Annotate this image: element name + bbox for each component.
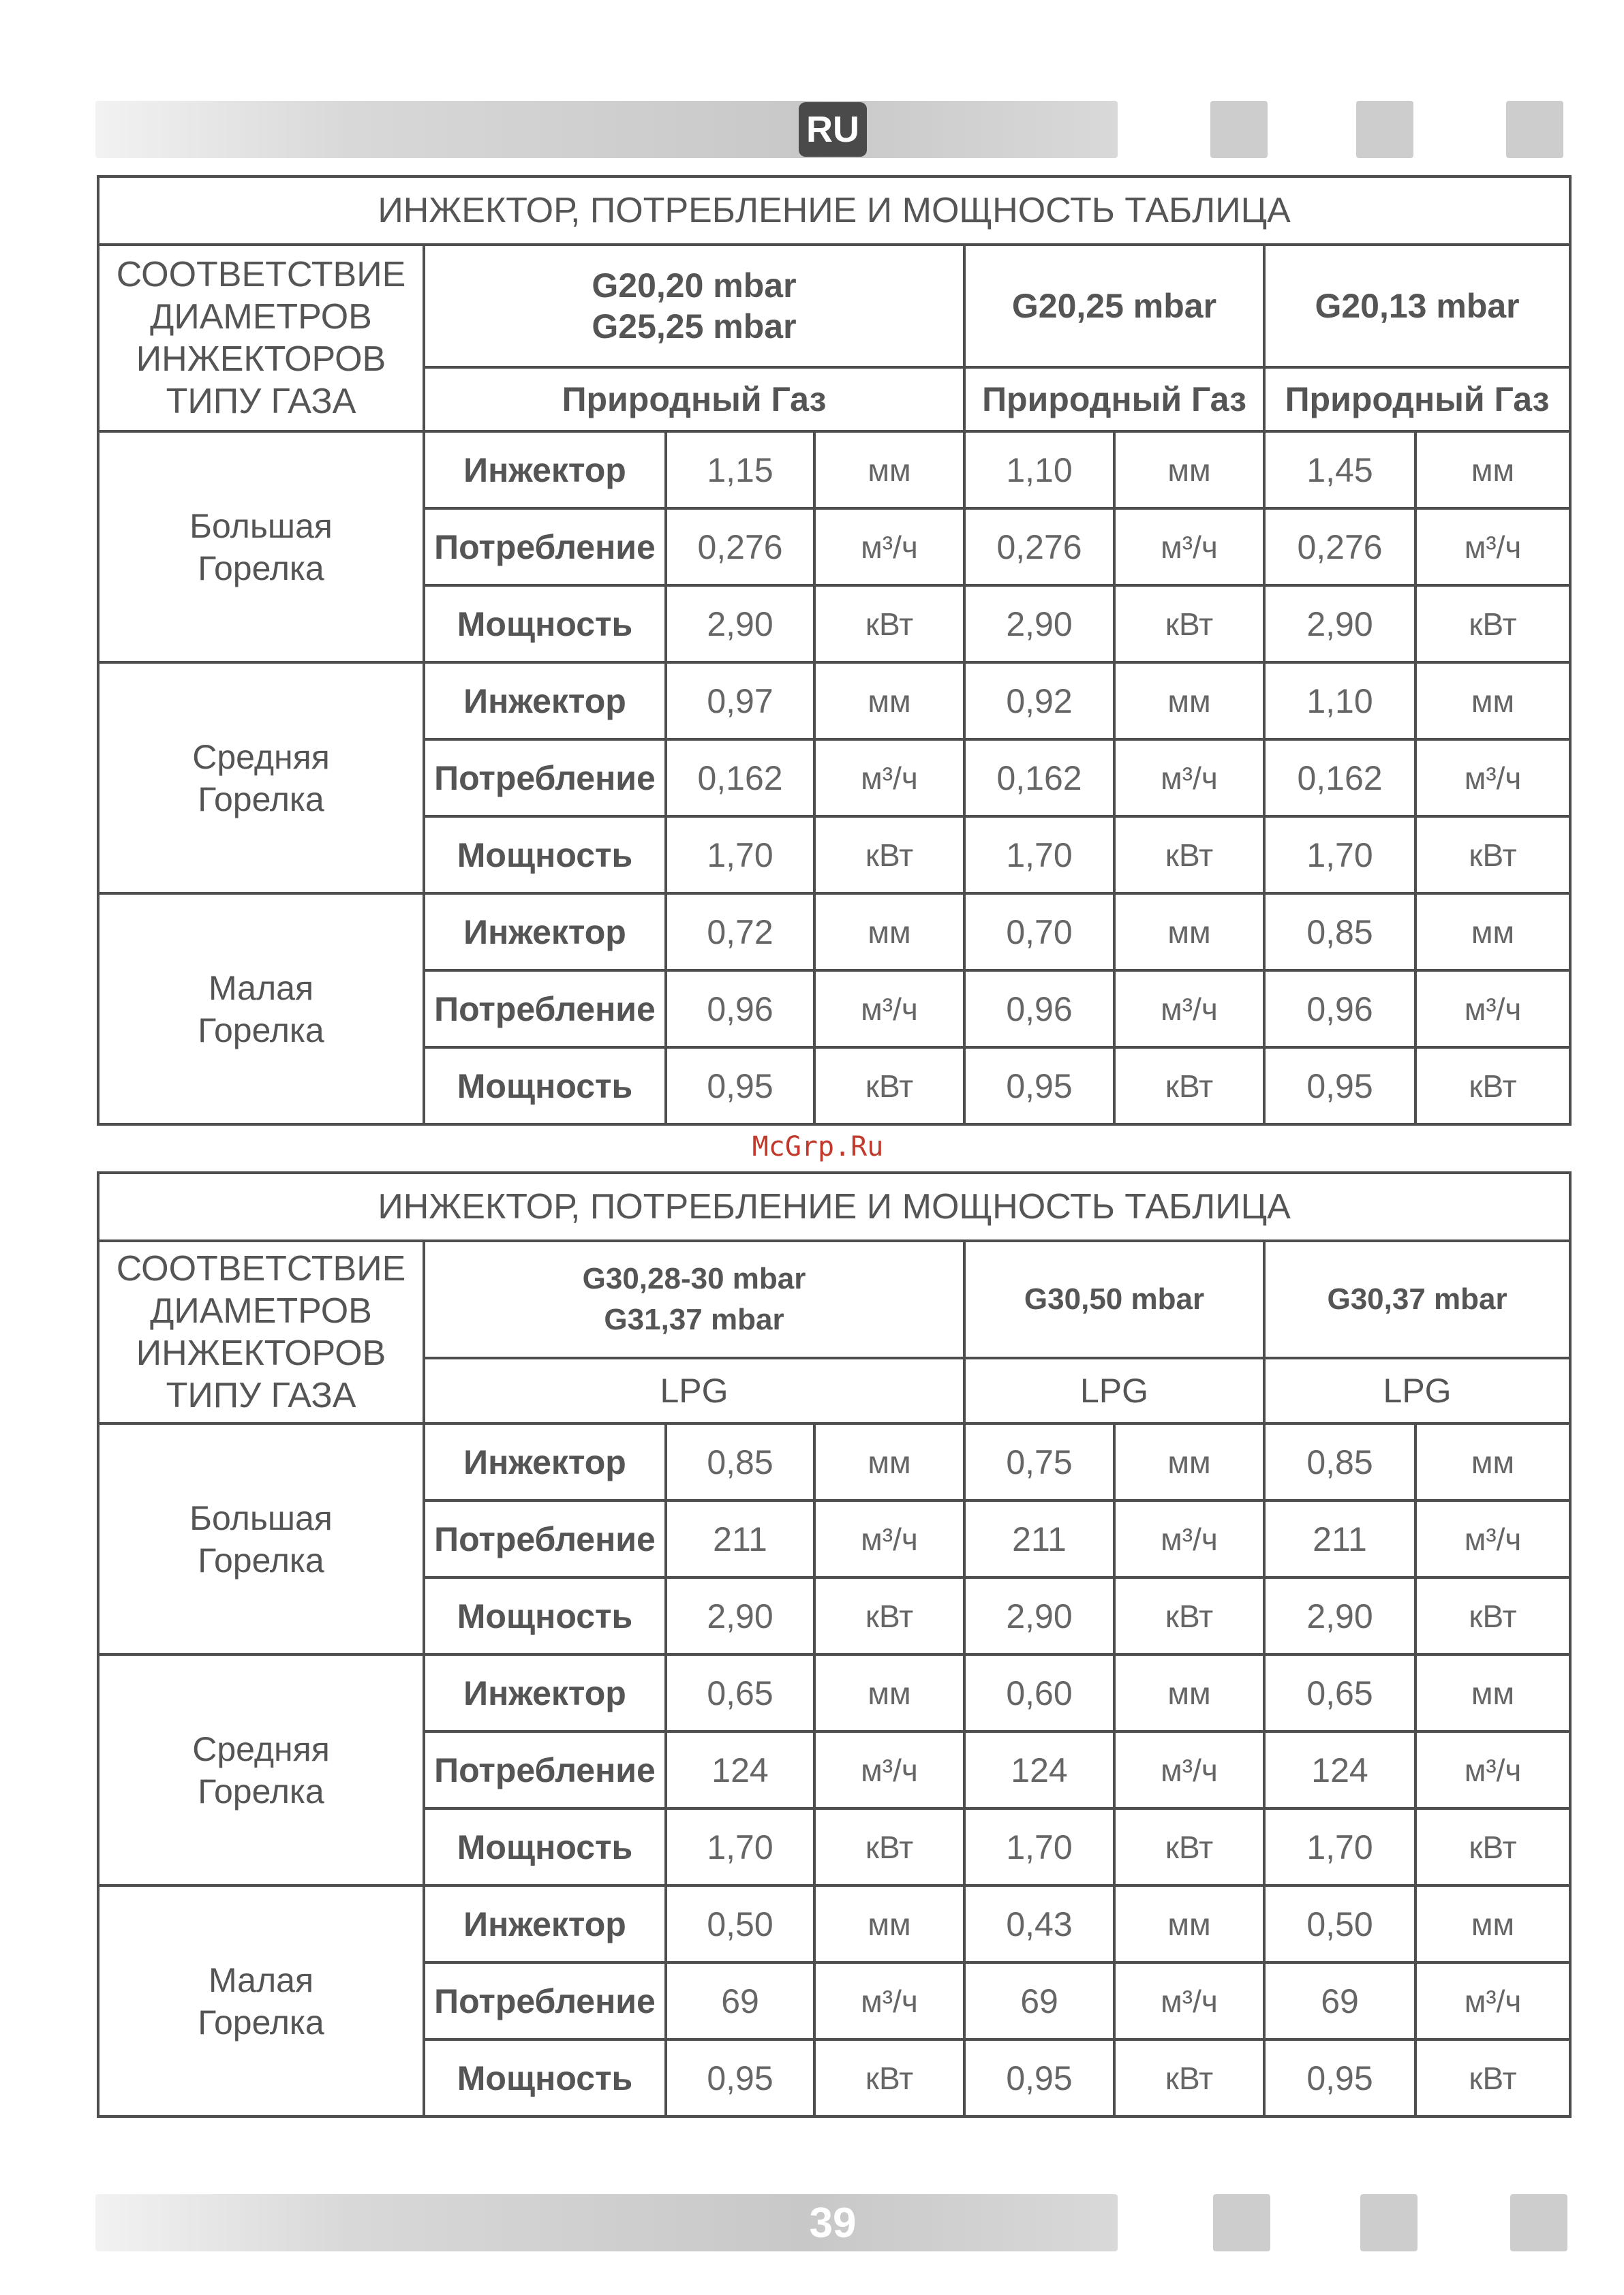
param-injector: Инжектор	[424, 662, 666, 739]
table-title: ИНЖЕКТОР, ПОТРЕБЛЕНИЕ И МОЩНОСТЬ ТАБЛИЦА	[98, 1173, 1570, 1241]
gas-column-2-name: G30,50 mbar	[964, 1241, 1264, 1358]
param-consumption: Потребление	[424, 970, 666, 1047]
value-cell: 1,10	[964, 431, 1114, 508]
gas-column-2-name: G20,25 mbar	[964, 245, 1264, 367]
param-consumption: Потребление	[424, 1731, 666, 1808]
value-cell: 0,50	[1264, 1885, 1415, 1962]
value-cell: 1,45	[1264, 431, 1415, 508]
value-cell: 1,70	[964, 816, 1114, 893]
value-cell: 0,95	[666, 2039, 814, 2116]
unit-cell: м³/ч	[1415, 1500, 1570, 1577]
injector-table-natural-gas	[97, 175, 1572, 1126]
value-cell: 0,97	[666, 662, 814, 739]
unit-cell: мм	[1114, 1885, 1264, 1962]
unit-cell: мм	[814, 1654, 964, 1731]
unit-cell: кВт	[814, 1808, 964, 1885]
burner-medium-label: Средняя Горелка	[98, 662, 424, 893]
unit-cell: мм	[1114, 1654, 1264, 1731]
value-cell: 0,96	[964, 970, 1114, 1047]
unit-cell: мм	[1415, 431, 1570, 508]
param-consumption: Потребление	[424, 1500, 666, 1577]
value-cell: 0,276	[964, 508, 1114, 585]
value-cell: 2,90	[964, 1577, 1114, 1654]
unit-cell: м³/ч	[814, 970, 964, 1047]
unit-cell: м³/ч	[814, 1731, 964, 1808]
unit-cell: м³/ч	[1114, 1731, 1264, 1808]
unit-cell: кВт	[1114, 2039, 1264, 2116]
param-injector: Инжектор	[424, 1654, 666, 1731]
unit-cell: мм	[1415, 662, 1570, 739]
unit-cell: мм	[1415, 1885, 1570, 1962]
value-cell: 2,90	[666, 1577, 814, 1654]
gas-column-1-name: G20,20 mbar G25,25 mbar	[424, 245, 964, 367]
unit-cell: мм	[814, 1423, 964, 1500]
unit-cell: м³/ч	[814, 739, 964, 816]
value-cell: 0,96	[1264, 970, 1415, 1047]
unit-cell: кВт	[814, 585, 964, 662]
unit-cell: кВт	[1415, 1047, 1570, 1124]
gas-column-1-type: LPG	[424, 1358, 964, 1423]
param-power: Мощность	[424, 2039, 666, 2116]
unit-cell: м³/ч	[1415, 508, 1570, 585]
unit-cell: м³/ч	[1114, 508, 1264, 585]
unit-cell: кВт	[1114, 816, 1264, 893]
value-cell: 0,95	[666, 1047, 814, 1124]
param-power: Мощность	[424, 585, 666, 662]
unit-cell: м³/ч	[1114, 1962, 1264, 2039]
value-cell: 69	[666, 1962, 814, 2039]
unit-cell: м³/ч	[814, 1962, 964, 2039]
unit-cell: мм	[814, 893, 964, 970]
value-cell: 1,70	[666, 816, 814, 893]
unit-cell: м³/ч	[814, 1500, 964, 1577]
gas-correspondence-header: СООТВЕТСТВИЕ ДИАМЕТРОВ ИНЖЕКТОРОВ ТИПУ ГАЗА	[98, 245, 424, 431]
value-cell: 0,85	[666, 1423, 814, 1500]
value-cell: 0,95	[1264, 1047, 1415, 1124]
unit-cell: мм	[1114, 1423, 1264, 1500]
value-cell: 211	[1264, 1500, 1415, 1577]
header-square-1	[1210, 101, 1268, 158]
value-cell: 124	[964, 1731, 1114, 1808]
param-power: Мощность	[424, 816, 666, 893]
injector-table-lpg	[97, 1171, 1572, 2118]
gas-column-3-type: LPG	[1264, 1358, 1570, 1423]
value-cell: 0,85	[1264, 1423, 1415, 1500]
unit-cell: кВт	[1415, 2039, 1570, 2116]
language-badge: RU	[799, 102, 867, 157]
value-cell: 0,95	[1264, 2039, 1415, 2116]
value-cell: 1,15	[666, 431, 814, 508]
unit-cell: мм	[1415, 1423, 1570, 1500]
unit-cell: кВт	[814, 1577, 964, 1654]
param-consumption: Потребление	[424, 508, 666, 585]
burner-small-label: Малая Горелка	[98, 893, 424, 1124]
unit-cell: м³/ч	[1415, 739, 1570, 816]
value-cell: 124	[666, 1731, 814, 1808]
value-cell: 0,276	[666, 508, 814, 585]
value-cell: 211	[964, 1500, 1114, 1577]
value-cell: 0,43	[964, 1885, 1114, 1962]
unit-cell: кВт	[1415, 816, 1570, 893]
burner-large-label: Большая Горелка	[98, 431, 424, 662]
table-title: ИНЖЕКТОР, ПОТРЕБЛЕНИЕ И МОЩНОСТЬ ТАБЛИЦА	[98, 176, 1570, 245]
value-cell: 0,95	[964, 1047, 1114, 1124]
unit-cell: мм	[814, 1885, 964, 1962]
burner-large-label: Большая Горелка	[98, 1423, 424, 1654]
value-cell: 0,96	[666, 970, 814, 1047]
unit-cell: кВт	[814, 1047, 964, 1124]
param-power: Мощность	[424, 1047, 666, 1124]
unit-cell: м³/ч	[814, 508, 964, 585]
param-power: Мощность	[424, 1577, 666, 1654]
value-cell: 0,162	[1264, 739, 1415, 816]
value-cell: 2,90	[666, 585, 814, 662]
unit-cell: мм	[814, 662, 964, 739]
unit-cell: м³/ч	[1114, 970, 1264, 1047]
param-injector: Инжектор	[424, 893, 666, 970]
watermark-text: McGrp.Ru	[752, 1131, 884, 1162]
value-cell: 211	[666, 1500, 814, 1577]
value-cell: 2,90	[1264, 1577, 1415, 1654]
value-cell: 2,90	[964, 585, 1114, 662]
value-cell: 0,95	[964, 2039, 1114, 2116]
unit-cell: м³/ч	[1415, 1962, 1570, 2039]
unit-cell: кВт	[1114, 1577, 1264, 1654]
value-cell: 0,72	[666, 893, 814, 970]
unit-cell: кВт	[1114, 1808, 1264, 1885]
value-cell: 0,162	[964, 739, 1114, 816]
unit-cell: мм	[1415, 893, 1570, 970]
param-consumption: Потребление	[424, 1962, 666, 2039]
value-cell: 0,85	[1264, 893, 1415, 970]
value-cell: 124	[1264, 1731, 1415, 1808]
unit-cell: кВт	[1114, 1047, 1264, 1124]
unit-cell: кВт	[814, 2039, 964, 2116]
gas-correspondence-header: СООТВЕТСТВИЕ ДИАМЕТРОВ ИНЖЕКТОРОВ ТИПУ ГАЗА	[98, 1241, 424, 1423]
value-cell: 1,10	[1264, 662, 1415, 739]
gas-column-3-type: Природный Газ	[1264, 367, 1570, 431]
page-number: 39	[809, 2199, 857, 2247]
value-cell: 0,65	[1264, 1654, 1415, 1731]
header-strip	[95, 101, 1118, 158]
unit-cell: м³/ч	[1415, 970, 1570, 1047]
gas-column-1-type: Природный Газ	[424, 367, 964, 431]
param-injector: Инжектор	[424, 1423, 666, 1500]
value-cell: 1,70	[1264, 816, 1415, 893]
gas-column-1-name: G30,28-30 mbar G31,37 mbar	[424, 1241, 964, 1358]
value-cell: 0,50	[666, 1885, 814, 1962]
unit-cell: мм	[814, 431, 964, 508]
unit-cell: мм	[1114, 662, 1264, 739]
gas-column-2-type: Природный Газ	[964, 367, 1264, 431]
unit-cell: м³/ч	[1415, 1731, 1570, 1808]
unit-cell: м³/ч	[1114, 1500, 1264, 1577]
unit-cell: мм	[1415, 1654, 1570, 1731]
value-cell: 0,75	[964, 1423, 1114, 1500]
footer-square-2	[1360, 2194, 1418, 2251]
unit-cell: кВт	[1415, 585, 1570, 662]
footer-square-1	[1213, 2194, 1270, 2251]
header-square-2	[1356, 101, 1413, 158]
param-consumption: Потребление	[424, 739, 666, 816]
value-cell: 69	[964, 1962, 1114, 2039]
gas-column-3-name: G30,37 mbar	[1264, 1241, 1570, 1358]
burner-small-label: Малая Горелка	[98, 1885, 424, 2116]
unit-cell: кВт	[1415, 1577, 1570, 1654]
value-cell: 0,70	[964, 893, 1114, 970]
value-cell: 0,162	[666, 739, 814, 816]
param-injector: Инжектор	[424, 431, 666, 508]
value-cell: 0,92	[964, 662, 1114, 739]
value-cell: 0,65	[666, 1654, 814, 1731]
footer-square-3	[1510, 2194, 1567, 2251]
unit-cell: кВт	[1114, 585, 1264, 662]
unit-cell: мм	[1114, 893, 1264, 970]
unit-cell: кВт	[814, 816, 964, 893]
gas-column-3-name: G20,13 mbar	[1264, 245, 1570, 367]
gas-column-2-type: LPG	[964, 1358, 1264, 1423]
unit-cell: кВт	[1415, 1808, 1570, 1885]
value-cell: 1,70	[1264, 1808, 1415, 1885]
value-cell: 1,70	[964, 1808, 1114, 1885]
burner-medium-label: Средняя Горелка	[98, 1654, 424, 1885]
unit-cell: мм	[1114, 431, 1264, 508]
param-injector: Инжектор	[424, 1885, 666, 1962]
value-cell: 0,60	[964, 1654, 1114, 1731]
value-cell: 2,90	[1264, 585, 1415, 662]
param-power: Мощность	[424, 1808, 666, 1885]
value-cell: 0,276	[1264, 508, 1415, 585]
footer-strip	[95, 2194, 1118, 2251]
header-square-3	[1506, 101, 1563, 158]
value-cell: 69	[1264, 1962, 1415, 2039]
value-cell: 1,70	[666, 1808, 814, 1885]
unit-cell: м³/ч	[1114, 739, 1264, 816]
